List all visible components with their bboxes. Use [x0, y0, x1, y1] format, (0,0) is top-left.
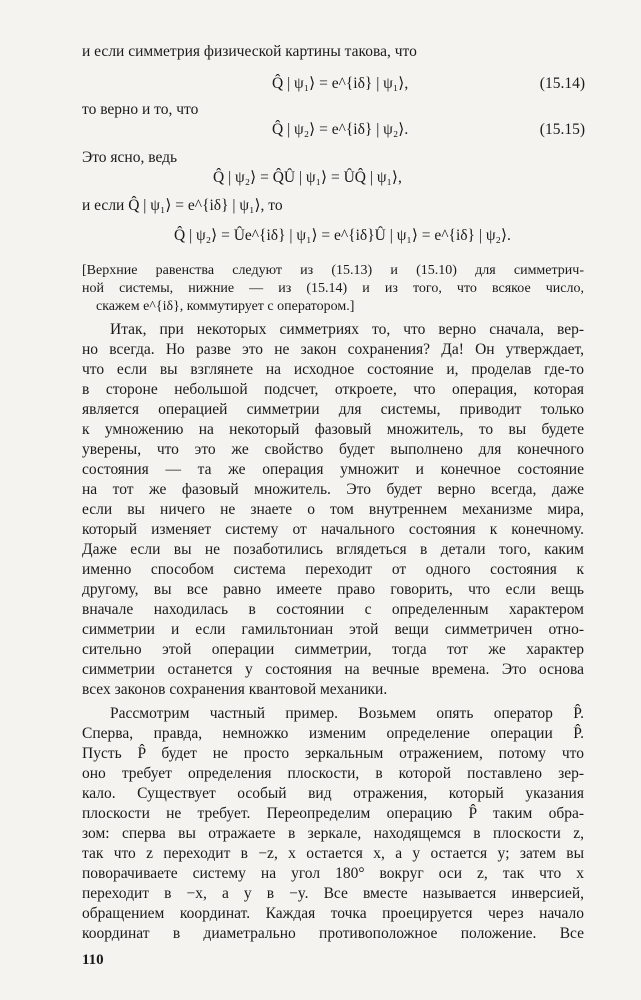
para1-line: уверены, что это же свойство будет выполнено для конечного — [82, 441, 584, 458]
intro-line-3: Это ясно, ведь — [82, 149, 178, 166]
note-line: ной системы, нижние — из (15.14) и из того, что всякое число, — [82, 281, 584, 296]
para1-line: если вы ничего не знаете о том внутреннем механизме мира, — [82, 501, 584, 518]
para1-line: Даже если вы не позаботились вглядеться в детали того, каким — [82, 541, 584, 558]
page-number: 110 — [82, 952, 104, 968]
note-line: [Верхние равенства следуют из (15.13) и (15.10) для симметрич- — [82, 263, 584, 278]
para1-line: всех законов сохранения квантовой механики. — [82, 681, 388, 698]
para2-line: так что z переходит в −z, x остается x, а y остается y; затем вы — [82, 845, 584, 862]
para1-line: состояния — та же операция умножит и конечное состояние — [82, 461, 584, 478]
equation-commutation: Q̂ | ψ₂⟩ = Q̂Û | ψ₁⟩ = ÛQ̂ | ψ₁⟩, — [213, 169, 402, 186]
equation-15-14: Q̂ | ψ₁⟩ = e^{iδ} | ψ₁⟩, — [272, 75, 409, 92]
equation-number-15-15: (15.15) — [539, 121, 585, 138]
para2-line: координат в диаметрально противоположное положение. Все — [82, 925, 584, 942]
para2-line: зом: сперва вы отражаете в зеркале, находящемся в плоскости z, — [82, 825, 584, 842]
equation-number-15-14: (15.14) — [539, 75, 585, 92]
intro-line-2: то верно и то, что — [82, 101, 199, 118]
para1-line: симметрии останется у состояния на вечные времена. Это основа — [82, 661, 584, 678]
para1-line: является операцией симметрии для системы, приводит только — [82, 401, 584, 418]
note-line: скажем e^{iδ}, коммутирует с оператором.] — [96, 299, 355, 314]
para1-line: но всегда. Но разве это не закон сохранения? Да! Он утверждает, — [82, 341, 584, 358]
para1-line: в стороне небольшой подсчет, откроете, что операция, которая — [82, 381, 584, 398]
intro-line-4: и если Q̂ | ψ₁⟩ = e^{iδ} | ψ₁⟩, то — [82, 197, 283, 214]
para2-line: кало. Существует особый вид отражения, который указания — [82, 785, 584, 802]
para2-line: обращением координат. Каждая точка проецируется через начало — [82, 905, 584, 922]
para2-line: Пусть P̂ будет не просто зеркальным отражением, потому что — [82, 745, 584, 762]
para1-line: который изменяет систему от начального состояния к конечному. — [82, 521, 584, 538]
para1-line: вначале находилась в состоянии с определенным характером — [82, 601, 584, 618]
para1-line: симметрии и если гамильтониан этой вещи симметричен отно- — [82, 621, 584, 638]
para1-line: что если вы взглянете на исходное состояние и, проделав где-то — [82, 361, 584, 378]
para2-line: Сперва, правда, немножко изменим определение операции P̂. — [82, 725, 584, 742]
equation-result: Q̂ | ψ₂⟩ = Ûe^{iδ} | ψ₁⟩ = e^{iδ}Û | ψ₁⟩ = e^{iδ} | ψ₂⟩. — [174, 227, 511, 244]
intro-line-1: и если симметрия физической картины такова, что — [82, 43, 417, 60]
para2-line: плоскости не требует. Переопределим операцию P̂ таким обра- — [82, 805, 584, 822]
para1-line: Итак, при некоторых симметриях то, что верно сначала, вер- — [110, 321, 584, 338]
para1-line: другому, вы все равно имеете право говорить, что если вещь — [82, 581, 584, 598]
equation-15-15: Q̂ | ψ₂⟩ = e^{iδ} | ψ₂⟩. — [272, 121, 409, 138]
para2-line: Рассмотрим частный пример. Возьмем опять оператор P̂. — [110, 705, 584, 722]
para2-line: переходит в −x, а y в −y. Все вместе называется инверсией, — [82, 885, 584, 902]
para1-line: к умножению на некоторый фазовый множитель, то вы будете — [82, 421, 584, 438]
para1-line: на тот же фазовый множитель. Это будет верно всегда, даже — [82, 481, 584, 498]
para1-line: сительно этой операции симметрии, тогда тот же характер — [82, 641, 584, 658]
para1-line: именно способом система переходит от одного состояния к — [82, 561, 584, 578]
para2-line: поворачиваете систему на угол 180° вокруг оси z, так что x — [82, 865, 584, 882]
para2-line: оно требует определения плоскости, в которой поставлено зер- — [82, 765, 584, 782]
